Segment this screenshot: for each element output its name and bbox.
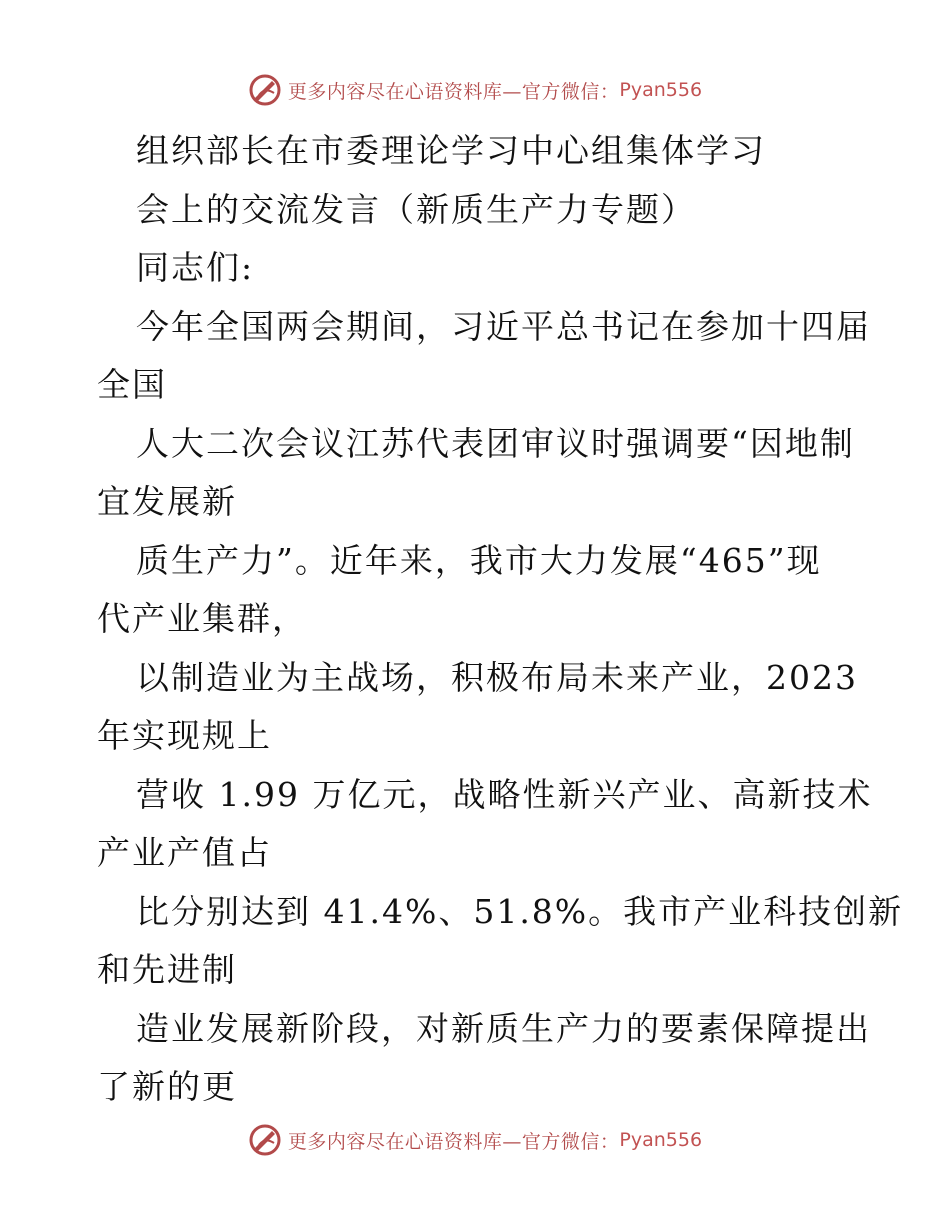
document-body [0, 122, 950, 1117]
text-line: 质生产力”。近年来，我市大力发展“465”现 [136, 540, 822, 580]
pen-logo-icon [248, 73, 282, 107]
watermark-handle: Pyan556 [619, 1129, 703, 1151]
watermark-text: 更多内容尽在心语资料库—官方微信： [287, 80, 620, 103]
text-line: 年实现规上 [97, 716, 272, 755]
text-line: 宜发展新 [97, 482, 237, 521]
text-line: 今年全国两会期间，习近平总书记在参加十四届 [136, 306, 871, 346]
watermark-text: 更多内容尽在心语资料库—官方微信： [287, 1130, 620, 1153]
text-line: 营收 1.99 万亿元，战略性新兴产业、高新技术 [136, 774, 873, 814]
text-line: 同志们: [136, 248, 255, 287]
text-line: 以制造业为主战场，积极布局未来产业，2023 [136, 657, 858, 697]
text-line: 比分别达到 41.4%、51.8%。我市产业科技创新 [136, 891, 904, 931]
text-line: 全国 [97, 365, 167, 404]
text-line: 了新的更 [97, 1067, 237, 1106]
text-line: 组织部长在市委理论学习中心组集体学习 [136, 131, 766, 170]
watermark-footer [0, 1118, 950, 1162]
text-line: 人大二次会议江苏代表团审议时强调要“因地制 [136, 423, 855, 463]
text-line: 和先进制 [97, 950, 237, 989]
watermark-header [0, 68, 950, 112]
text-line: 产业产值占 [97, 833, 272, 872]
text-line: 代产业集群， [97, 599, 307, 638]
watermark-handle: Pyan556 [619, 79, 703, 101]
pen-logo-icon [248, 1123, 282, 1157]
text-line: 会上的交流发言（新质生产力专题） [136, 189, 696, 229]
text-line: 造业发展新阶段，对新质生产力的要素保障提出 [136, 1008, 871, 1048]
